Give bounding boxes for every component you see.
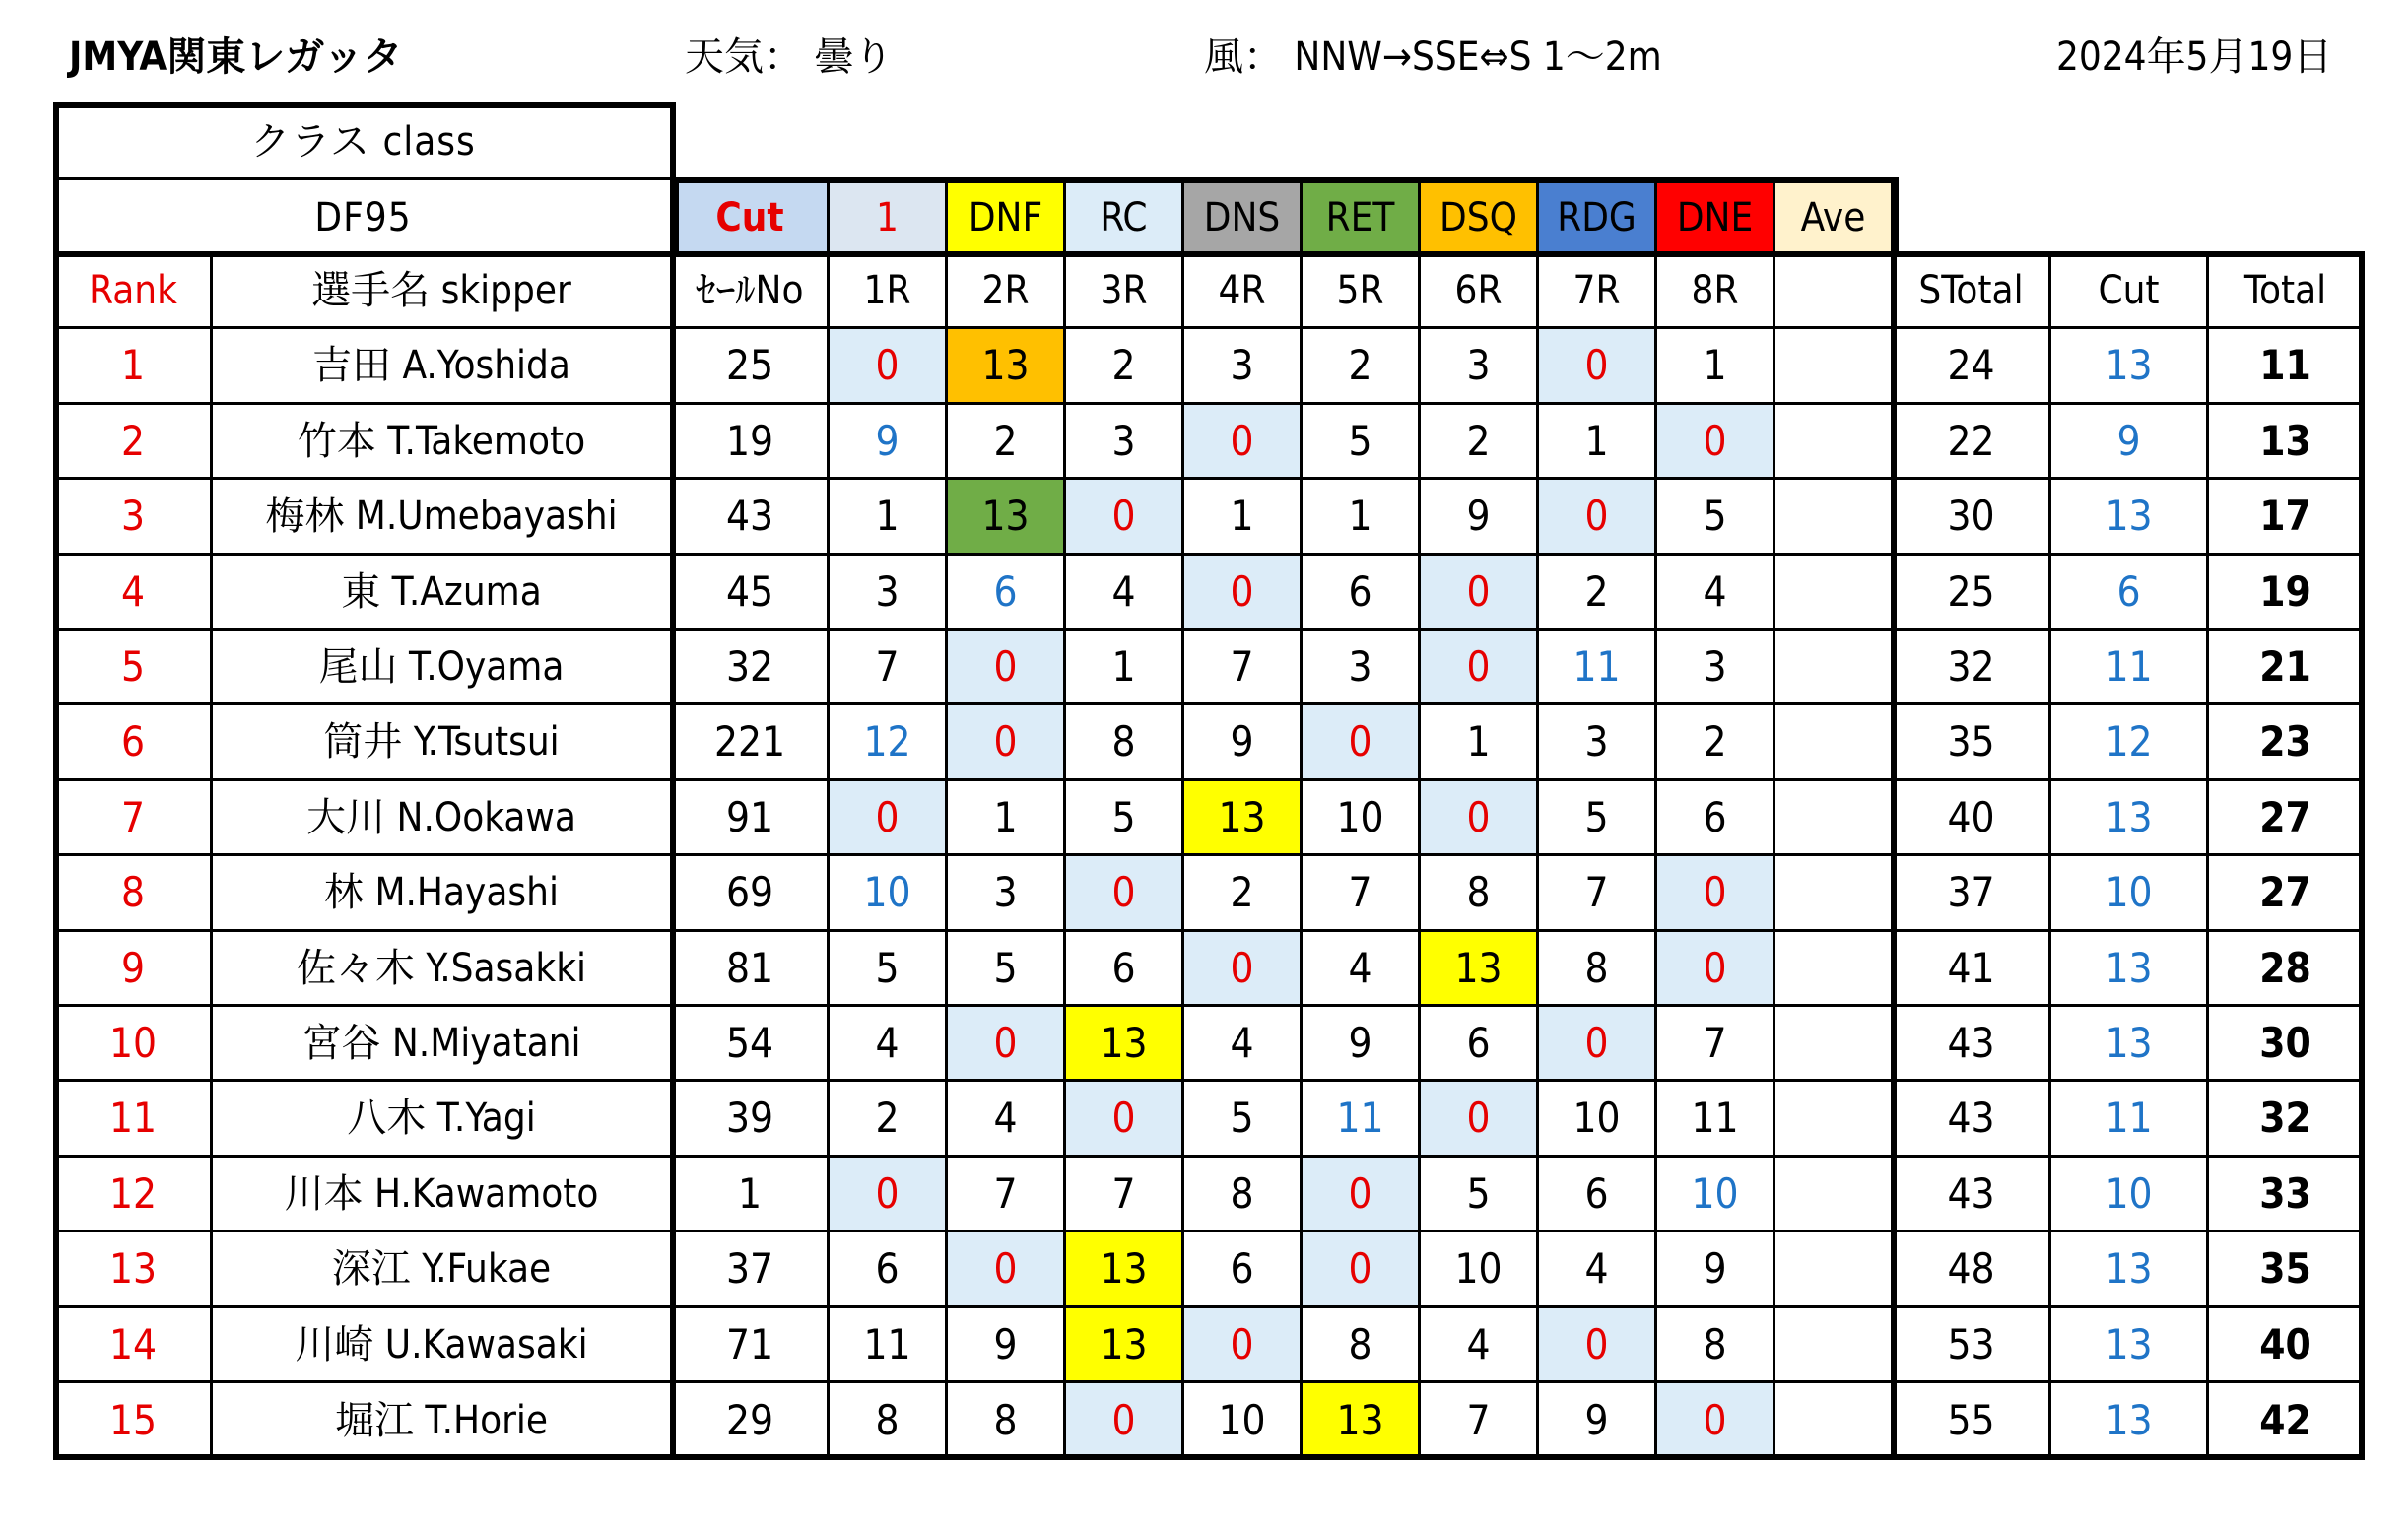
legend-cut: Cut: [673, 180, 830, 254]
skipper-cell: 東 T.Azuma: [213, 556, 673, 631]
blank-cell: [1775, 705, 1894, 781]
race-1r-cell: 1: [830, 480, 948, 556]
race-4r-cell: 0: [1184, 556, 1303, 631]
total-cell: 13: [2209, 405, 2362, 480]
race-7r-cell: 0: [1539, 329, 1657, 405]
column-header-4r: 4R: [1184, 254, 1303, 329]
sail-number-cell: 71: [673, 1308, 830, 1383]
race-7r-cell: 6: [1539, 1158, 1657, 1232]
rank-cell: 9: [56, 932, 213, 1007]
skipper-cell: 川本 H.Kawamoto: [213, 1158, 673, 1232]
race-5r-cell: 7: [1303, 856, 1421, 932]
race-8r-cell: 9: [1657, 1232, 1775, 1308]
column-header-blank: [1775, 254, 1894, 329]
race-8r-cell: 5: [1657, 480, 1775, 556]
race-1r-cell: 0: [830, 781, 948, 856]
stotal-cell: 43: [1894, 1158, 2051, 1232]
skipper-cell: 八木 T.Yagi: [213, 1082, 673, 1158]
race-1r-cell: 5: [830, 932, 948, 1007]
race-2r-cell: 9: [948, 1308, 1066, 1383]
stotal-cell: 25: [1894, 556, 2051, 631]
race-5r-cell: 8: [1303, 1308, 1421, 1383]
race-8r-cell: 10: [1657, 1158, 1775, 1232]
race-5r-cell: 0: [1303, 705, 1421, 781]
regatta-title: JMYA関東レガッタ: [69, 34, 403, 80]
skipper-cell: 佐々木 Y.Sasakki: [213, 932, 673, 1007]
total-cell: 23: [2209, 705, 2362, 781]
race-6r-cell: 13: [1421, 932, 1539, 1007]
cut-cell: 13: [2051, 932, 2209, 1007]
blank-cell: [1775, 781, 1894, 856]
blank-cell: [1775, 329, 1894, 405]
race-2r-cell: 4: [948, 1082, 1066, 1158]
race-3r-cell: 13: [1066, 1308, 1184, 1383]
race-6r-cell: 9: [1421, 480, 1539, 556]
race-6r-cell: 10: [1421, 1232, 1539, 1308]
rank-cell: 2: [56, 405, 213, 480]
class-value: DF95: [56, 180, 673, 254]
race-4r-cell: 0: [1184, 405, 1303, 480]
rank-cell: 3: [56, 480, 213, 556]
race-4r-cell: 4: [1184, 1007, 1303, 1082]
legend-dsq: DSQ: [1421, 180, 1539, 254]
race-3r-cell: 5: [1066, 781, 1184, 856]
race-3r-cell: 0: [1066, 856, 1184, 932]
race-5r-cell: 6: [1303, 556, 1421, 631]
race-2r-cell: 13: [948, 329, 1066, 405]
sail-number-cell: 221: [673, 705, 830, 781]
race-7r-cell: 9: [1539, 1383, 1657, 1458]
sail-number-cell: 25: [673, 329, 830, 405]
skipper-cell: 梅林 M.Umebayashi: [213, 480, 673, 556]
race-1r-cell: 4: [830, 1007, 948, 1082]
race-1r-cell: 9: [830, 405, 948, 480]
race-6r-cell: 0: [1421, 781, 1539, 856]
skipper-cell: 大川 N.Ookawa: [213, 781, 673, 856]
race-7r-cell: 11: [1539, 631, 1657, 705]
total-cell: 42: [2259, 1396, 2311, 1444]
column-header-total: Total: [2209, 254, 2362, 329]
cut-cell: 13: [2051, 329, 2209, 405]
column-header-stotal: STotal: [1894, 254, 2051, 329]
race-3r-cell: 2: [1066, 329, 1184, 405]
legend-ret: RET: [1303, 180, 1421, 254]
race-7r-cell: 10: [1539, 1082, 1657, 1158]
cut-cell: 13: [2051, 1007, 2209, 1082]
total-cell: 21: [2209, 631, 2362, 705]
race-4r-cell: 1: [1184, 480, 1303, 556]
sail-number-cell: 43: [673, 480, 830, 556]
race-8r-cell: 0: [1657, 1383, 1775, 1458]
race-4r-cell: 8: [1184, 1158, 1303, 1232]
sail-number-cell: 91: [673, 781, 830, 856]
race-2r-cell: 6: [948, 556, 1066, 631]
rank-cell: 14: [56, 1308, 213, 1383]
column-header-rank: Rank: [56, 254, 213, 329]
race-3r-cell: 8: [1066, 705, 1184, 781]
cut-cell: 13: [2051, 781, 2209, 856]
stotal-cell: 48: [1894, 1232, 2051, 1308]
cut-cell: 10: [2051, 1158, 2209, 1232]
race-8r-cell: 11: [1657, 1082, 1775, 1158]
race-5r-cell: 2: [1303, 329, 1421, 405]
race-6r-cell: 0: [1421, 1082, 1539, 1158]
race-1r-cell: 12: [830, 705, 948, 781]
rank-cell: 4: [56, 556, 213, 631]
race-1r-cell: 10: [830, 856, 948, 932]
race-3r-cell: 0: [1066, 1383, 1184, 1458]
total-cell: 40: [2209, 1308, 2362, 1383]
race-1r-cell: 6: [830, 1232, 948, 1308]
total-cell: 30: [2209, 1007, 2362, 1082]
sail-number-cell: 45: [673, 556, 830, 631]
total-cell: 32: [2209, 1082, 2362, 1158]
stotal-cell: 37: [1894, 856, 2051, 932]
race-7r-cell: 8: [1539, 932, 1657, 1007]
stotal-cell: 30: [1894, 480, 2051, 556]
blank-cell: [1775, 1007, 1894, 1082]
race-3r-cell: 13: [1066, 1232, 1184, 1308]
date-label: 2024年5月19日: [2056, 34, 2333, 80]
blank-cell: [1775, 480, 1894, 556]
race-2r-cell: 5: [948, 932, 1066, 1007]
race-7r-cell: 0: [1539, 480, 1657, 556]
race-1r-cell: 2: [830, 1082, 948, 1158]
race-2r-cell: 0: [948, 1232, 1066, 1308]
race-7r-cell: 1: [1539, 405, 1657, 480]
race-8r-cell: 8: [1657, 1308, 1775, 1383]
cut-cell: 11: [2051, 631, 2209, 705]
race-2r-cell: 7: [948, 1158, 1066, 1232]
skipper-cell: 竹本 T.Takemoto: [213, 405, 673, 480]
race-4r-cell: 13: [1184, 781, 1303, 856]
rank-cell: 11: [56, 1082, 213, 1158]
blank-cell: [1775, 856, 1894, 932]
cut-cell: 9: [2051, 405, 2209, 480]
race-3r-cell: 0: [1066, 1082, 1184, 1158]
race-6r-cell: 8: [1421, 856, 1539, 932]
stotal-cell: 43: [1894, 1007, 2051, 1082]
stotal-cell: 53: [1894, 1308, 2051, 1383]
race-4r-cell: 0: [1184, 1308, 1303, 1383]
race-1r-cell: 3: [830, 556, 948, 631]
race-5r-cell: 0: [1303, 1232, 1421, 1308]
stotal-cell: 22: [1894, 405, 2051, 480]
race-2r-cell: 3: [948, 856, 1066, 932]
race-1r-cell: 8: [830, 1383, 948, 1458]
race-5r-cell: 13: [1303, 1383, 1421, 1458]
race-4r-cell: 2: [1184, 856, 1303, 932]
race-5r-cell: 1: [1303, 480, 1421, 556]
rank-cell: 12: [56, 1158, 213, 1232]
total-cell: 27: [2209, 781, 2362, 856]
column-header-2r: 2R: [948, 254, 1066, 329]
race-8r-cell: 2: [1657, 705, 1775, 781]
sail-number-cell: 1: [673, 1158, 830, 1232]
legend-dnf: DNF: [948, 180, 1066, 254]
blank-cell: [1775, 556, 1894, 631]
cut-cell: 13: [2051, 1383, 2209, 1458]
legend-dne: DNE: [1657, 180, 1775, 254]
column-header-skipper: 選手名 skipper: [213, 254, 673, 329]
race-4r-cell: 7: [1184, 631, 1303, 705]
wind-label: 風： NNW→SSE⇔S 1～2m: [1204, 34, 1662, 80]
skipper-cell: 宮谷 N.Miyatani: [213, 1007, 673, 1082]
rank-cell: 10: [56, 1007, 213, 1082]
total-cell: 19: [2209, 556, 2362, 631]
skipper-cell: 吉田 A.Yoshida: [213, 329, 673, 405]
race-4r-cell: 9: [1184, 705, 1303, 781]
race-5r-cell: 11: [1303, 1082, 1421, 1158]
rank-cell: 5: [56, 631, 213, 705]
stotal-cell: 55: [1894, 1383, 2051, 1458]
cut-cell: 11: [2051, 1082, 2209, 1158]
race-8r-cell: 3: [1657, 631, 1775, 705]
race-6r-cell: 7: [1421, 1383, 1539, 1458]
race-7r-cell: 0: [1539, 1308, 1657, 1383]
race-6r-cell: 0: [1421, 631, 1539, 705]
sail-number-cell: 81: [673, 932, 830, 1007]
race-3r-cell: 4: [1066, 556, 1184, 631]
sail-number-cell: 37: [673, 1232, 830, 1308]
skipper-cell: 堀江 T.Horie: [213, 1383, 673, 1458]
race-7r-cell: 2: [1539, 556, 1657, 631]
total-cell: 28: [2209, 932, 2362, 1007]
cut-cell: 10: [2051, 856, 2209, 932]
race-8r-cell: 4: [1657, 556, 1775, 631]
race-4r-cell: 3: [1184, 329, 1303, 405]
race-7r-cell: 7: [1539, 856, 1657, 932]
rank-cell: 13: [56, 1232, 213, 1308]
stotal-cell: 35: [1894, 705, 2051, 781]
race-4r-cell: 6: [1184, 1232, 1303, 1308]
stotal-cell: 32: [1894, 631, 2051, 705]
column-header-1r: 1R: [830, 254, 948, 329]
race-3r-cell: 3: [1066, 405, 1184, 480]
race-5r-cell: 10: [1303, 781, 1421, 856]
race-7r-cell: 5: [1539, 781, 1657, 856]
column-header-3r: 3R: [1066, 254, 1184, 329]
column-header-8r: 8R: [1657, 254, 1775, 329]
race-2r-cell: 0: [948, 1007, 1066, 1082]
race-7r-cell: 4: [1539, 1232, 1657, 1308]
race-7r-cell: 3: [1539, 705, 1657, 781]
rank-cell: 7: [56, 781, 213, 856]
race-6r-cell: 2: [1421, 405, 1539, 480]
race-7r-cell: 0: [1539, 1007, 1657, 1082]
legend-rc: RC: [1066, 180, 1184, 254]
race-1r-cell: 7: [830, 631, 948, 705]
cut-cell: 6: [2051, 556, 2209, 631]
race-3r-cell: 0: [1066, 480, 1184, 556]
sail-number-cell: 29: [673, 1383, 830, 1458]
legend-dns: DNS: [1184, 180, 1303, 254]
race-1r-cell: 0: [830, 1158, 948, 1232]
legend-1: 1: [830, 180, 948, 254]
legend-rdg: RDG: [1539, 180, 1657, 254]
cut-cell: 13: [2051, 1308, 2209, 1383]
stotal-cell: 43: [1894, 1082, 2051, 1158]
blank-cell: [1775, 631, 1894, 705]
race-3r-cell: 6: [1066, 932, 1184, 1007]
cut-cell: 12: [2051, 705, 2209, 781]
blank-cell: [1775, 1158, 1894, 1232]
race-6r-cell: 3: [1421, 329, 1539, 405]
race-6r-cell: 6: [1421, 1007, 1539, 1082]
skipper-cell: 林 M.Hayashi: [213, 856, 673, 932]
sail-number-cell: 19: [673, 405, 830, 480]
cut-cell: 13: [2051, 480, 2209, 556]
race-2r-cell: 0: [948, 631, 1066, 705]
race-4r-cell: 0: [1184, 932, 1303, 1007]
race-8r-cell: 7: [1657, 1007, 1775, 1082]
total-cell: 17: [2209, 480, 2362, 556]
race-5r-cell: 4: [1303, 932, 1421, 1007]
skipper-cell: 川崎 U.Kawasaki: [213, 1308, 673, 1383]
race-8r-cell: 0: [1657, 405, 1775, 480]
column-header-5r: 5R: [1303, 254, 1421, 329]
race-3r-cell: 13: [1066, 1007, 1184, 1082]
race-5r-cell: 9: [1303, 1007, 1421, 1082]
race-8r-cell: 1: [1657, 329, 1775, 405]
column-header-6r: 6R: [1421, 254, 1539, 329]
rank-cell: 8: [56, 856, 213, 932]
blank-cell: [1775, 405, 1894, 480]
race-8r-cell: 0: [1657, 856, 1775, 932]
sail-number-cell: 39: [673, 1082, 830, 1158]
race-6r-cell: 0: [1421, 556, 1539, 631]
stotal-cell: 40: [1894, 781, 2051, 856]
sail-number-cell: 69: [673, 856, 830, 932]
race-2r-cell: 1: [948, 781, 1066, 856]
race-5r-cell: 3: [1303, 631, 1421, 705]
blank-cell: [1775, 1082, 1894, 1158]
rank-cell: 6: [56, 705, 213, 781]
race-3r-cell: 1: [1066, 631, 1184, 705]
blank-cell: [1775, 1383, 1894, 1458]
total-cell: 33: [2209, 1158, 2362, 1232]
total-cell: 35: [2209, 1232, 2362, 1308]
skipper-cell: 尾山 T.Oyama: [213, 631, 673, 705]
skipper-cell: 筒井 Y.Tsutsui: [213, 705, 673, 781]
race-2r-cell: 0: [948, 705, 1066, 781]
column-header-cut: Cut: [2051, 254, 2209, 329]
column-header-7r: 7R: [1539, 254, 1657, 329]
stotal-cell: 41: [1894, 932, 2051, 1007]
race-8r-cell: 6: [1657, 781, 1775, 856]
sail-number-cell: 32: [673, 631, 830, 705]
sail-number-cell: 54: [673, 1007, 830, 1082]
race-4r-cell: 5: [1184, 1082, 1303, 1158]
total-cell: 27: [2209, 856, 2362, 932]
blank-cell: [1775, 932, 1894, 1007]
skipper-cell: 深江 Y.Fukae: [213, 1232, 673, 1308]
class-label: クラス class: [56, 105, 673, 180]
stotal-cell: 24: [1894, 329, 2051, 405]
column-header-no: ｾｰﾙNo: [673, 254, 830, 329]
rank-cell: 15: [56, 1383, 213, 1458]
race-6r-cell: 5: [1421, 1158, 1539, 1232]
race-3r-cell: 7: [1066, 1158, 1184, 1232]
race-6r-cell: 4: [1421, 1308, 1539, 1383]
race-1r-cell: 11: [830, 1308, 948, 1383]
race-2r-cell: 13: [948, 480, 1066, 556]
blank-cell: [1775, 1308, 1894, 1383]
race-5r-cell: 5: [1303, 405, 1421, 480]
race-8r-cell: 0: [1657, 932, 1775, 1007]
cut-cell: 13: [2051, 1232, 2209, 1308]
race-1r-cell: 0: [830, 329, 948, 405]
race-5r-cell: 0: [1303, 1158, 1421, 1232]
blank-cell: [1775, 1232, 1894, 1308]
race-4r-cell: 10: [1184, 1383, 1303, 1458]
total-cell: 11: [2209, 329, 2362, 405]
race-2r-cell: 8: [948, 1383, 1066, 1458]
rank-cell: 1: [56, 329, 213, 405]
legend-ave: Ave: [1775, 180, 1894, 254]
weather-label: 天気： 曇り: [685, 34, 894, 80]
race-2r-cell: 2: [948, 405, 1066, 480]
race-6r-cell: 1: [1421, 705, 1539, 781]
